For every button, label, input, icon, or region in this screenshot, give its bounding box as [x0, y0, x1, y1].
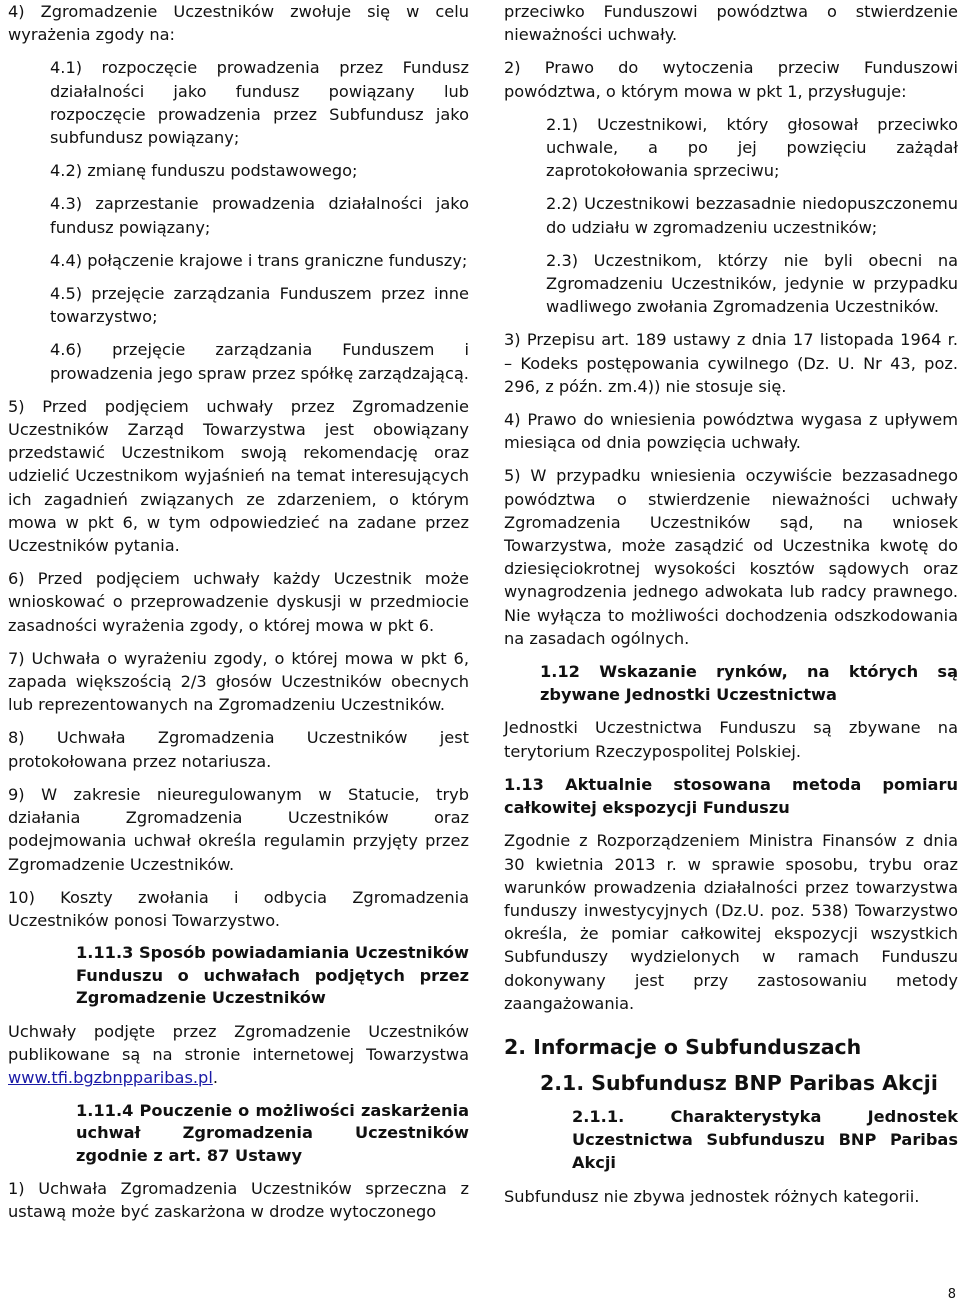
list-item: 2.3) Uczestnikom, którzy nie byli obecni na Zgromadzeniu Uczestników, jedynie w przypadku wadliwego zwołania Zgromadzenia Uczestników. [546, 250, 958, 317]
section-heading-1-11-4: 1.11.4 Pouczenie o możliwości zaskarżenia uchwał Zgromadzenia Uczestników zgodnie z art. 87 Ustawy [76, 1100, 469, 1165]
paragraph-1-11-3 [8, 1020, 469, 1090]
link-period: . [212, 1068, 218, 1088]
section-heading-2-1: 2.1. Subfundusz BNP Paribas Akcji [540, 1070, 938, 1095]
paragraph-2-1-1: Subfundusz nie zbywa jednostek różnych kategorii. [504, 1186, 920, 1206]
paragraph-8: 8) Uchwała Zgromadzenia Uczestników jest protokołowana przez notariusza. [8, 728, 469, 771]
publication-text: Uchwały podjęte przez Zgromadzenie Uczestników publikowane są na stronie internetowej Towarzystwa [8, 1021, 469, 1065]
section-heading-1-12: 1.12 Wskazanie rynków, na których są zbywane Jednostki Uczestnictwa [540, 662, 958, 705]
paragraph-5: 5) Przed podjęciem uchwały przez Zgromadzenie Uczestników Zarząd Towarzystwa jest obowiązany przedstawić Uczestnikom swoją rekomendację oraz udzielić Uczestnikom wyjaśnień na temat interesujących ich zagadnień związanych ze zdarzeniem, o którym mowa w pkt 6, w tym odpowiedzieć na zadane przez Uczestników pytania. [8, 396, 469, 556]
list-item: 2.1) Uczestnikowi, który głosował przeciwko uchwale, a po jej powzięciu zażądał zaprotokołowania sprzeciwu; [546, 114, 958, 181]
section-heading-2-1-1: 2.1.1. Charakterystyka Jednostek Uczestnictwa Subfunduszu BNP Paribas Akcji [572, 1106, 958, 1173]
paragraph-4: 4) Zgromadzenie Uczestników zwołuje się w celu wyrażenia zgody na: [8, 2, 469, 45]
paragraph-9: 9) W zakresie nieuregulowanym w Statucie, tryb działania Zgromadzenia Uczestników oraz podejmowania uchwał określa regulamin przyjęty przez Zgromadzenie Uczestników. [8, 784, 469, 874]
page-number: 8 [947, 1287, 956, 1302]
paragraph-4-right: 4) Prawo do wniesienia powództwa wygasa z upływem miesiąca od dnia powzięcia uchwały. [504, 410, 958, 453]
list-item: 4.1) rozpoczęcie prowadzenia przez Fundusz działalności jako fundusz powiązany lub rozpoczęcie prowadzenia przez Subfundusz jako subfundusz powiązany; [50, 58, 469, 148]
section-heading-1-13: 1.13 Aktualnie stosowana metoda pomiaru całkowitej ekspozycji Funduszu [504, 774, 958, 818]
paragraph-10: 10) Koszty zwołania i odbycia Zgromadzenia Uczestników ponosi Towarzystwo. [8, 887, 469, 930]
list-item: 4.5) przejęcie zarządzania Funduszem przez inne towarzystwo; [50, 284, 469, 327]
paragraph-7: 7) Uchwała o wyrażeniu zgody, o której mowa w pkt 6, zapada większością 2/3 głosów Uczestników obecnych lub reprezentowanych na Zgromadzeniu Uczestników. [8, 648, 469, 715]
left-column [8, 0, 469, 1224]
list-item: 2.2) Uczestnikowi bezzasadnie niedopuszczonemu do udziału w zgromadzeniu uczestników; [546, 194, 958, 237]
paragraph-5-right: 5) W przypadku wniesienia oczywiście bezzasadnego powództwa o stwierdzenie nieważności uchwały Zgromadzenia Uczestników sąd, na wniosek Towarzystwa, może zasądzić od Uczestnika kwotę do dziesięciokrotnej wysokości kosztów sądowych oraz wynagrodzenia jednego adwokata lub radcy prawnego. Nie wyłącza to możliwości dochodzenia odszkodowania na zasadach ogólnych. [504, 466, 958, 648]
list-item: 4.4) połączenie krajowe i trans graniczne funduszy; [50, 250, 468, 270]
list-item: 4.3) zaprzestanie prowadzenia działalności jako fundusz powiązany; [50, 194, 469, 237]
right-column [504, 0, 958, 1208]
section-heading-2: 2. Informacje o Subfunduszach [504, 1034, 862, 1059]
paragraph-1-12: Jednostki Uczestnictwa Funduszu są zbywane na terytorium Rzeczypospolitej Polskiej. [504, 718, 958, 761]
paragraph-1-11-4-1: 1) Uchwała Zgromadzenia Uczestników sprzeczna z ustawą może być zaskarżona w drodze wytoczonego [8, 1179, 469, 1222]
paragraph-1-13: Zgodnie z Rozporządzeniem Ministra Finansów z dnia 30 kwietnia 2013 r. w sprawie sposobu, trybu oraz warunków prowadzenia działalności przez towarzystwa funduszy inwestycyjnych (Dz.U. poz. 538) Towarzystwo określa, że pomiar całkowitej ekspozycji wszystkich Subfunduszy wydzielonych w ramach Funduszu dokonywany jest przy zastosowaniu metody zaangażowania. [504, 831, 958, 1013]
paragraph-2: 2) Prawo do wytoczenia przeciw Funduszowi powództwa, o którym mowa w pkt 1, przysługuje: [504, 58, 958, 101]
list-item: 4.6) przejęcie zarządzania Funduszem i prowadzenia jego spraw przez spółkę zarządzającą. [50, 340, 469, 383]
paragraph-6: 6) Przed podjęciem uchwały każdy Uczestnik może wnioskować o przeprowadzenie dyskusji w przedmiocie zasadności wyrażenia zgody, o której mowa w pkt 6. [8, 569, 469, 635]
paragraph-continuation: przeciwko Funduszowi powództwa o stwierdzenie nieważności uchwały. [504, 2, 958, 45]
section-heading-1-11-3: 1.11.3 Sposób powiadamiania Uczestników Funduszu o uchwałach podjętych przez Zgromadzenie Uczestników [76, 943, 469, 1008]
list-item: 4.2) zmianę funduszu podstawowego; [50, 161, 358, 181]
website-link[interactable]: www.tfi.bgzbnpparibas.pl [8, 1068, 213, 1088]
paragraph-3: 3) Przepisu art. 189 ustawy z dnia 17 listopada 1964 r. – Kodeks postępowania cywilnego (Dz. U. Nr 43, poz. 296, z późn. zm.4)) nie stosuje się. [504, 330, 958, 396]
